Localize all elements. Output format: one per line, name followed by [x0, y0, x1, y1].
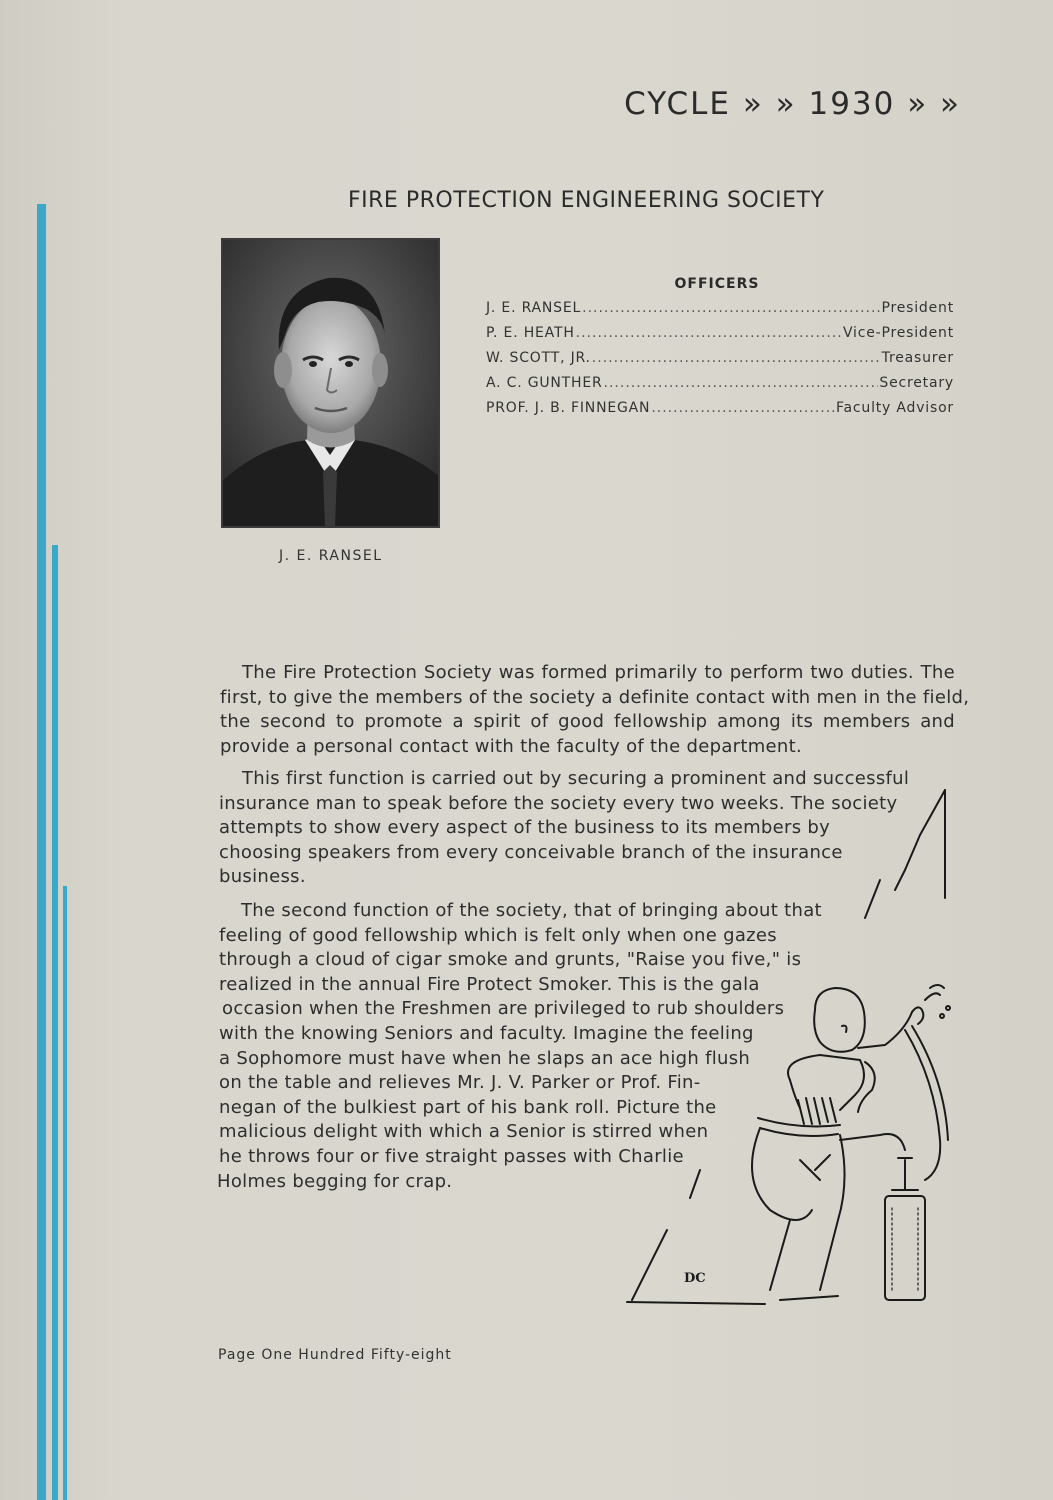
text-line: a Sophomore must have when he slaps an ace high flush: [219, 1047, 751, 1069]
running-header: CYCLE » » 1930 » »: [624, 86, 961, 122]
officer-row: [486, 325, 954, 350]
portrait-photo: [221, 238, 440, 528]
decorative-stripe: [63, 886, 67, 1500]
text-line: through a cloud of cigar smoke and grunts, "Raise you five," is: [219, 949, 802, 971]
text-line: first, to give the members of the society a definite contact with men in the field,: [220, 686, 970, 708]
text-line: insurance man to speak before the society every two weeks. The society: [219, 792, 898, 814]
dot-leader: [576, 325, 842, 341]
officer-name: W. SCOTT, JR.: [486, 350, 591, 366]
decorative-stripe: [37, 204, 46, 1500]
text-line: feeling of good fellowship which is felt only when one gazes: [219, 924, 777, 946]
dot-leader: [582, 300, 880, 316]
officer-row: [486, 375, 954, 400]
text-line: on the table and relieves Mr. J. V. Parker or Prof. Fin-: [219, 1072, 701, 1094]
text-line: the second to promote a spirit of good fellowship among its members and: [220, 711, 955, 733]
officers-heading: OFFICERS: [674, 276, 760, 292]
officer-role: Treasurer: [881, 350, 954, 366]
text-line: provide a personal contact with the faculty of the department.: [220, 735, 803, 757]
text-line: Holmes begging for crap.: [217, 1170, 453, 1192]
officer-role: President: [881, 300, 954, 316]
dot-leader: [651, 400, 835, 416]
text-line: negan of the bulkiest part of his bank roll. Picture the: [219, 1096, 717, 1118]
text-line: realized in the annual Fire Protect Smoker. This is the gala: [219, 973, 760, 995]
officer-row: [486, 400, 954, 425]
officer-name: A. C. GUNTHER: [486, 375, 603, 391]
page-title: FIRE PROTECTION ENGINEERING SOCIETY: [348, 188, 825, 213]
text-line: business.: [219, 866, 306, 888]
text-line: choosing speakers from every conceivable branch of the insurance: [219, 841, 843, 863]
dot-leader: [604, 375, 879, 391]
cartoon-illustration: [600, 770, 960, 1310]
officer-row: [486, 300, 954, 325]
portrait-image: [223, 240, 438, 526]
officer-name: J. E. RANSEL: [486, 300, 582, 316]
text-line: with the knowing Seniors and faculty. Imagine the feeling: [219, 1022, 754, 1044]
portrait-caption: J. E. RANSEL: [279, 548, 383, 564]
officer-role: Secretary: [879, 375, 954, 391]
officer-role: Faculty Advisor: [835, 400, 954, 416]
officers-list: [486, 300, 954, 425]
officer-name: P. E. HEATH: [486, 325, 575, 341]
text-line: The second function of the society, that of bringing about that: [241, 900, 822, 921]
body-paragraph-1: [220, 661, 970, 759]
text-line: The Fire Protection Society was formed primarily to perform two duties. The: [242, 662, 955, 683]
officer-row: [486, 350, 954, 375]
dot-leader: [592, 350, 881, 366]
text-line: occasion when the Freshmen are privileged to rub shoulders: [222, 998, 785, 1020]
officer-name: PROF. J. B. FINNEGAN: [486, 400, 651, 416]
officer-role: Vice-President: [842, 325, 954, 341]
decorative-stripe: [52, 545, 58, 1500]
text-line: malicious delight with which a Senior is stirred when: [219, 1121, 709, 1143]
text-line: attempts to show every aspect of the business to its members by: [219, 817, 831, 839]
artist-signature: DC: [684, 1271, 706, 1286]
page-number: Page One Hundred Fifty-eight: [218, 1347, 452, 1363]
text-line: This first function is carried out by securing a prominent and successful: [242, 768, 910, 789]
text-line: he throws four or five straight passes with Charlie: [219, 1145, 684, 1167]
